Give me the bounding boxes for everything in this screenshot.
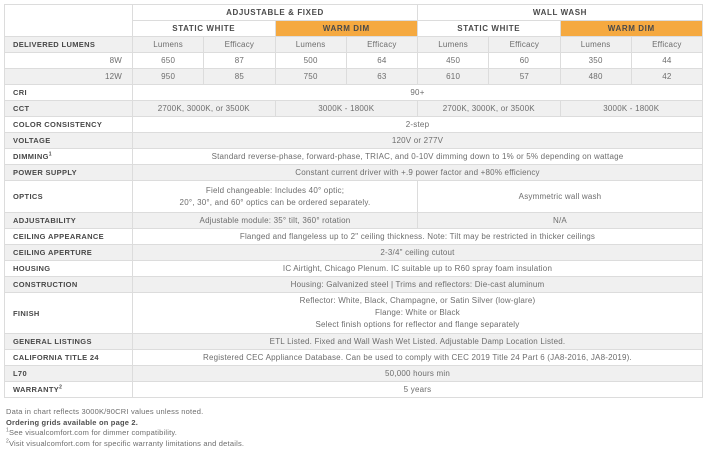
spec-row-adjustability xyxy=(5,213,703,229)
row-label-cct: CCT xyxy=(5,101,133,117)
cell-value: 950 xyxy=(133,69,204,85)
spec-row-dimming xyxy=(5,149,703,165)
row-label-california-title-24: CALIFORNIA TITLE 24 xyxy=(5,350,133,366)
row-label-ceiling-appearance: CEILING APPEARANCE xyxy=(5,229,133,245)
row-label-voltage: VOLTAGE xyxy=(5,133,133,149)
row-label-ceiling-aperture: CEILING APERTURE xyxy=(5,245,133,261)
spec-row-l70 xyxy=(5,366,703,382)
table-row-12w xyxy=(5,69,703,85)
cell-value: 650 xyxy=(133,53,204,69)
l70-value: 50,000 hours min xyxy=(133,366,703,382)
spec-row-ceiling-appearance xyxy=(5,229,703,245)
spec-row-warranty xyxy=(5,382,703,398)
spec-row-general-listings xyxy=(5,334,703,350)
col-header-lumens: Lumens xyxy=(275,37,346,53)
finish-line-2: Flange: White or Black xyxy=(375,308,460,317)
group-header-adjustable-fixed: ADJUSTABLE & FIXED xyxy=(133,5,418,21)
spec-row-color-consistency xyxy=(5,117,703,133)
footnote-dimmer-compatibility xyxy=(6,428,703,439)
row-label-optics: OPTICS xyxy=(5,181,133,213)
row-label-12w: 12W xyxy=(5,69,133,85)
spec-row-ceiling-aperture xyxy=(5,245,703,261)
cct-adjustable-static: 2700K, 3000K, or 3500K xyxy=(133,101,276,117)
cell-value: 57 xyxy=(489,69,560,85)
footnote-warranty-details xyxy=(6,439,703,450)
cct-wallwash-warmdim: 3000K - 1800K xyxy=(560,101,703,117)
footnotes xyxy=(4,407,703,449)
optics-adjustable-value xyxy=(133,181,418,213)
footnote-text-2: Visit visualcomfort.com for specific warranty limitations and details. xyxy=(8,438,245,448)
cell-value: 42 xyxy=(631,69,702,85)
footnote-marker-1: 1 xyxy=(6,427,9,434)
spec-row-cct xyxy=(5,101,703,117)
subheader-warm-dim-adjustable: WARM DIM xyxy=(275,21,418,37)
optics-line-1: Field changeable: Includes 40° optic; xyxy=(205,185,345,195)
spec-row-finish xyxy=(5,293,703,334)
finish-value xyxy=(133,293,703,334)
subheader-static-white-wallwash: STATIC WHITE xyxy=(418,21,561,37)
row-label-general-listings: GENERAL LISTINGS xyxy=(5,334,133,350)
row-label-delivered-lumens: DELIVERED LUMENS xyxy=(5,37,133,53)
finish-line-1: Reflector: White, Black, Champagne, or Satin Silver (low-glare) xyxy=(299,296,536,305)
warranty-footnote-marker: 2 xyxy=(59,384,63,391)
cell-value: 85 xyxy=(204,69,275,85)
cct-wallwash-static: 2700K, 3000K, or 3500K xyxy=(418,101,561,117)
row-label-construction: CONSTRUCTION xyxy=(5,277,133,293)
cell-value: 64 xyxy=(346,53,417,69)
row-label-dimming xyxy=(5,149,133,165)
housing-value: IC Airtight, Chicago Plenum. IC suitable up to R60 spray foam insulation xyxy=(133,261,703,277)
general-listings-value: ETL Listed. Fixed and Wall Wash Wet Listed. Adjustable Damp Location Listed. xyxy=(133,334,703,350)
warranty-value: 5 years xyxy=(133,382,703,398)
cell-value: 350 xyxy=(560,53,631,69)
power-supply-value: Constant current driver with +.9 power factor and +80% efficiency xyxy=(133,165,703,181)
footnote-marker-2: 2 xyxy=(6,438,9,444)
spec-table xyxy=(4,4,703,398)
footnote-data-disclaimer: Data in chart reflects 3000K/90CRI values unless noted. xyxy=(6,407,204,416)
table-row-8w xyxy=(5,53,703,69)
warranty-label-text: WARRANTY xyxy=(13,385,60,394)
row-label-color-consistency: COLOR CONSISTENCY xyxy=(5,117,133,133)
dimming-label-text: DIMMING xyxy=(13,152,49,161)
spec-row-voltage xyxy=(5,133,703,149)
col-header-efficacy: Efficacy xyxy=(631,37,702,53)
spec-row-cri xyxy=(5,85,703,101)
finish-line-3: Select finish options for reflector and flange separately xyxy=(315,320,520,329)
col-header-lumens: Lumens xyxy=(133,37,204,53)
california-title-24-value: Registered CEC Appliance Database. Can be used to comply with CEC 2019 Title 24 Part 6 (JA8-2016, JA8-2019). xyxy=(133,350,703,366)
group-header-wall-wash: WALL WASH xyxy=(418,5,703,21)
row-label-8w: 8W xyxy=(5,53,133,69)
cct-adjustable-warmdim: 3000K - 1800K xyxy=(275,101,418,117)
ceiling-appearance-value: Flanged and flangeless up to 2" ceiling thickness. Note: Tilt may be restricted in thicker ceilings xyxy=(133,229,703,245)
cell-value: 87 xyxy=(204,53,275,69)
spec-row-construction xyxy=(5,277,703,293)
construction-value: Housing: Galvanized steel | Trims and reflectors: Die-cast aluminum xyxy=(133,277,703,293)
cri-value: 90+ xyxy=(133,85,703,101)
footnote-ordering-grids: Ordering grids available on page 2. xyxy=(6,417,139,427)
col-header-efficacy: Efficacy xyxy=(489,37,560,53)
spec-row-optics xyxy=(5,181,703,213)
optics-line-2: 20°, 30°, and 60° optics can be ordered separately. xyxy=(179,197,371,207)
cell-value: 480 xyxy=(560,69,631,85)
subheader-static-white-adjustable: STATIC WHITE xyxy=(133,21,276,37)
dimming-value: Standard reverse-phase, forward-phase, TRIAC, and 0-10V dimming down to 1% or 5% depending on wattage xyxy=(133,149,703,165)
cell-value: 450 xyxy=(418,53,489,69)
optics-wallwash-value: Asymmetric wall wash xyxy=(418,181,703,213)
col-header-efficacy: Efficacy xyxy=(204,37,275,53)
color-consistency-value: 2-step xyxy=(133,117,703,133)
col-header-lumens: Lumens xyxy=(560,37,631,53)
row-label-housing: HOUSING xyxy=(5,261,133,277)
ceiling-aperture-value: 2-3/4" ceiling cutout xyxy=(133,245,703,261)
footnote-text-1: See visualcomfort.com for dimmer compatibility. xyxy=(8,428,178,437)
row-label-adjustability: ADJUSTABILITY xyxy=(5,213,133,229)
row-label-warranty xyxy=(5,382,133,398)
spec-row-power-supply xyxy=(5,165,703,181)
subheader-warm-dim-wallwash: WARM DIM xyxy=(560,21,703,37)
group-header-row xyxy=(5,5,703,21)
cell-value: 610 xyxy=(418,69,489,85)
row-label-cri: CRI xyxy=(5,85,133,101)
delivered-lumens-header-row xyxy=(5,37,703,53)
spec-row-california-title-24 xyxy=(5,350,703,366)
adjustability-wallwash-value: N/A xyxy=(418,213,703,229)
row-label-finish: FINISH xyxy=(5,293,133,334)
cell-value: 44 xyxy=(631,53,702,69)
row-label-power-supply: POWER SUPPLY xyxy=(5,165,133,181)
row-label-l70: L70 xyxy=(5,366,133,382)
voltage-value: 120V or 277V xyxy=(133,133,703,149)
adjustability-adjustable-value: Adjustable module: 35° tilt, 360° rotation xyxy=(133,213,418,229)
spec-row-housing xyxy=(5,261,703,277)
cell-value: 63 xyxy=(346,69,417,85)
dimming-footnote-marker: 1 xyxy=(48,151,52,158)
col-header-lumens: Lumens xyxy=(418,37,489,53)
corner-cell xyxy=(5,5,133,37)
cell-value: 60 xyxy=(489,53,560,69)
col-header-efficacy: Efficacy xyxy=(346,37,417,53)
cell-value: 500 xyxy=(275,53,346,69)
cell-value: 750 xyxy=(275,69,346,85)
